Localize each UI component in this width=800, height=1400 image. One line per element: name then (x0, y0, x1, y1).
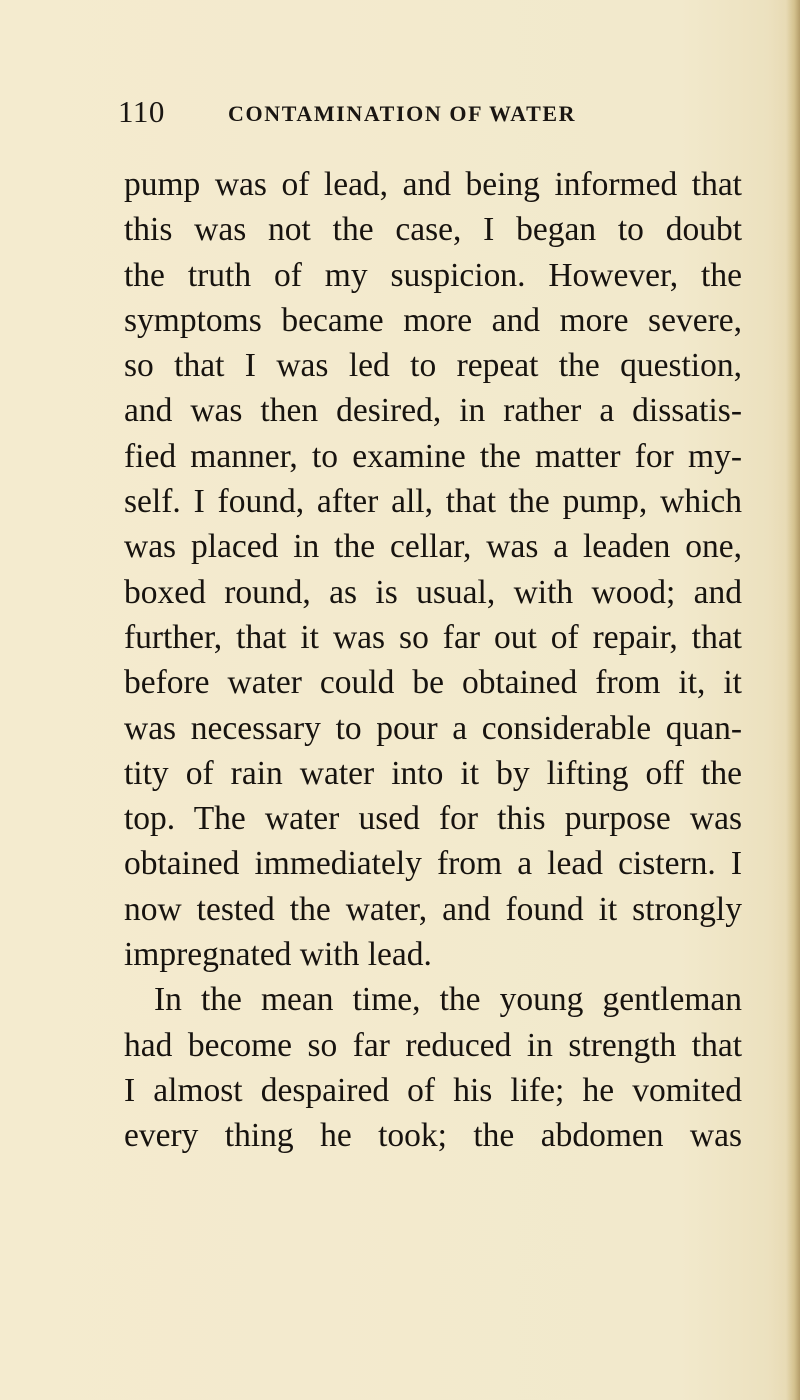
text-line: symptoms became more and more severe, (124, 301, 742, 339)
text-line: was placed in the cellar, was a leaden one, (124, 528, 742, 566)
text-line: obtained immediately from a lead cistern. I (124, 845, 742, 883)
text-line: so that I was led to repeat the question, (124, 347, 742, 385)
text-line: every thing he took; the abdomen was (124, 1117, 742, 1155)
text-line: In the mean time, the young gentleman (154, 981, 742, 1019)
text-line: fied manner, to examine the matter for my- (124, 437, 742, 475)
text-line: tity of rain water into it by lifting off the (124, 754, 742, 792)
page-header (118, 92, 638, 132)
body-text (124, 162, 742, 1159)
text-line: and was then desired, in rather a dissatis- (124, 392, 742, 430)
text-line: pump was of lead, and being informed that (124, 166, 742, 203)
text-line: before water could be obtained from it, it (124, 664, 742, 702)
text-line: had become so far reduced in strength that (124, 1026, 742, 1064)
text-line: now tested the water, and found it strongly (124, 890, 742, 928)
page-number: 110 (118, 94, 165, 129)
text-line: this was not the case, I began to doubt (124, 211, 742, 249)
text-line: further, that it was so far out of repair, that (124, 618, 742, 656)
text-line: the truth of my suspicion. However, the (124, 256, 742, 294)
text-line: self. I found, after all, that the pump, which (124, 483, 742, 521)
text-line: boxed round, as is usual, with wood; and (124, 573, 742, 611)
page-edge-shadow (786, 0, 800, 1400)
text-line: top. The water used for this purpose was (124, 800, 742, 838)
running-head: CONTAMINATION OF WATER (228, 101, 577, 126)
text-line: I almost despaired of his life; he vomited (124, 1071, 742, 1109)
text-line: impregnated with lead. (124, 936, 432, 974)
text-line: was necessary to pour a considerable quan- (124, 709, 742, 747)
